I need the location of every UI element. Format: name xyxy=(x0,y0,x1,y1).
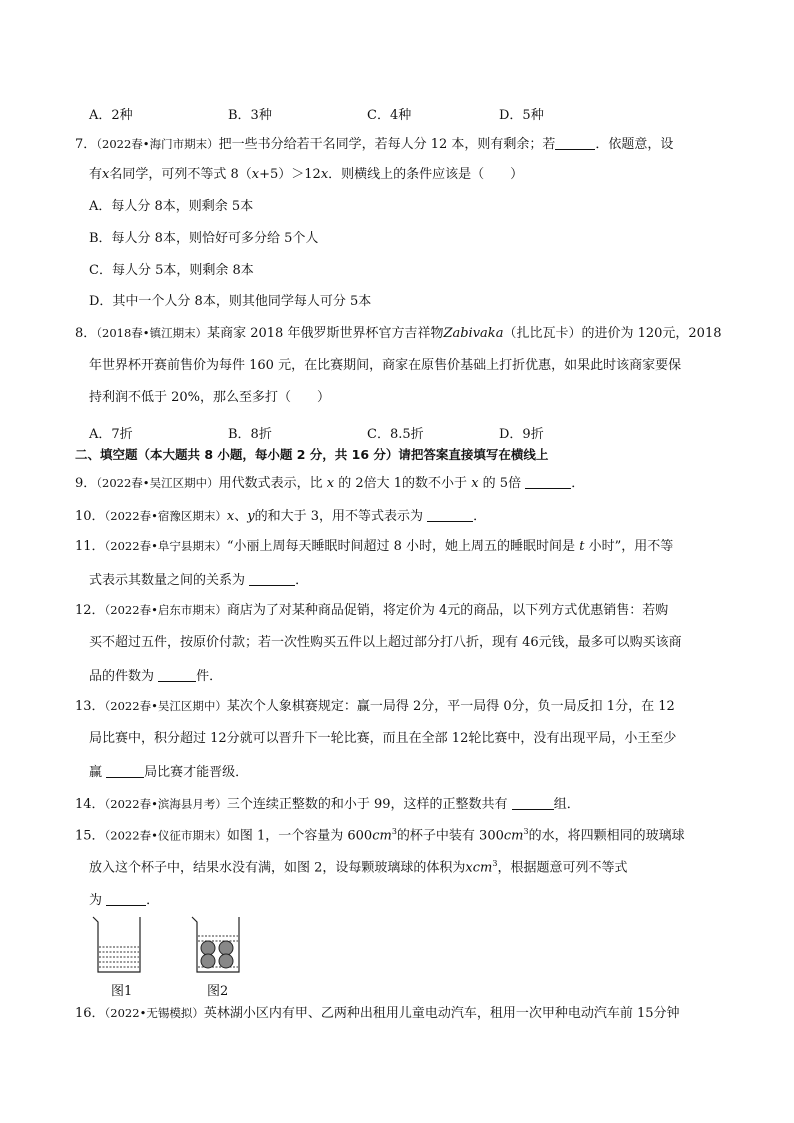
glass-ball xyxy=(201,954,215,968)
q6-option-c: C．4种 xyxy=(367,108,412,123)
q7-text: 名同学，可列不等式 8（ xyxy=(109,167,252,182)
q9-number: 9． xyxy=(75,476,97,491)
section-heading: 二、填空题（本大题共 8 小题，每小题 2 分，共 16 分）请把答案直接填写在横线上 xyxy=(75,447,549,462)
q7-answer-blank[interactable] xyxy=(555,136,595,150)
q13-text: 局比赛才能晋级． xyxy=(144,765,249,780)
q15-text: 的杯子中装有 300 xyxy=(396,828,504,844)
q15-line2 xyxy=(89,860,627,874)
q14-source: （2022春•滨海县月考） xyxy=(104,797,227,811)
q12-text: 件． xyxy=(196,669,223,684)
q10-sep: 、 xyxy=(234,509,248,524)
q12-line3 xyxy=(89,668,222,683)
q14-line xyxy=(75,796,580,811)
q6-option-a: A．2种 xyxy=(89,108,133,123)
glass-balls xyxy=(201,941,233,968)
var-x: x xyxy=(471,476,479,491)
glass-ball xyxy=(219,941,233,955)
q11-text: 式表示其数量之间的关系为 xyxy=(89,573,246,588)
q14-text: 三个连续正整数的和小于 99，这样的正整数共有 xyxy=(226,797,508,812)
q8-options xyxy=(89,423,544,442)
q7-line2 xyxy=(89,168,523,181)
q13-line1 xyxy=(75,700,675,713)
q11-end: ． xyxy=(295,573,309,588)
q12-text: 品的件数为 xyxy=(89,669,155,684)
q6-options xyxy=(89,104,544,123)
q7-number: 7． xyxy=(75,137,97,152)
q15-text: 如图 1，一个容量为 600 xyxy=(226,828,373,844)
water-lines xyxy=(99,947,139,967)
q9-line xyxy=(75,475,584,490)
beaker-outline xyxy=(93,917,140,972)
q10-number: 10． xyxy=(75,509,105,524)
q15-number: 15． xyxy=(75,828,105,844)
q12-number: 12． xyxy=(75,603,105,618)
q13-source: （2022春•吴江区期中） xyxy=(104,699,227,713)
q7-option-c: C．每人分 5本，则剩余 8本 xyxy=(89,263,254,278)
var-xcm: xcm xyxy=(465,860,493,876)
q10-source: （2022春•宿豫区期末） xyxy=(104,509,227,523)
q8-text: 某商家 2018 年俄罗斯世界杯官方吉祥物 xyxy=(207,326,444,341)
q15-text: 放入这个杯子中，结果水没有满，如图 2，设每颗玻璃球的体积为 xyxy=(89,860,466,876)
q14-answer-blank[interactable] xyxy=(512,796,554,810)
q15-line1 xyxy=(75,828,685,842)
q15-text: ，根据题意可列不等式 xyxy=(497,860,628,876)
figure-2-caption: 图2 xyxy=(207,984,229,999)
q15-source: （2022春•仪征市期末） xyxy=(104,828,227,843)
q8-line1 xyxy=(75,327,721,340)
superscript: 3 xyxy=(391,827,397,836)
q12-answer-blank[interactable] xyxy=(158,668,196,682)
superscript: 3 xyxy=(492,859,498,868)
q11-text: 小时”，用不等 xyxy=(588,539,674,554)
q12-line2: 买不超过五件，按原价付款；若一次性购买五件以上超过部分打八折，现有 46元钱，最多可以购买该商 xyxy=(89,635,682,650)
glass-ball xyxy=(219,954,233,968)
q7-text-end: ．依题意，设 xyxy=(595,137,674,152)
q11-source: （2022春•阜宁县期末） xyxy=(104,539,227,553)
q10-end: ． xyxy=(473,509,487,524)
q9-text: 用代数式表示，比 xyxy=(218,476,323,491)
q13-text: 某次个人象棋赛规定：赢一局得 2分，平一局得 0分，负一局反扣 1分，在 12 xyxy=(226,699,675,714)
figure-2-beaker xyxy=(189,914,247,976)
q7-text: ．则横线上的条件应该是（ ） xyxy=(328,167,524,182)
q12-line1 xyxy=(75,604,668,617)
q8-source: （2018春•镇江期末） xyxy=(96,326,208,340)
q8-option-c: C．8.5折 xyxy=(367,427,424,442)
q11-number: 11． xyxy=(75,539,105,554)
q7-option-a: A．每人分 8本，则剩余 5本 xyxy=(89,199,254,214)
q16-text: 英林湖小区内有甲、乙两种出租用儿童电动汽车，租用一次甲种电动汽车前 15分钟 xyxy=(203,1006,680,1021)
q6-option-b: B．3种 xyxy=(228,108,272,123)
q13-line3 xyxy=(89,764,248,779)
glass-ball xyxy=(201,941,215,955)
var-x: x xyxy=(251,167,260,182)
q13-number: 13． xyxy=(75,699,105,714)
var-t: t xyxy=(579,539,585,554)
q8-line2: 年世界杯开赛前售价为每件 160 元，在比赛期间，商家在原售价基础上打折优惠，如果此时该商家要保 xyxy=(89,358,682,373)
q10-line xyxy=(75,508,486,523)
q15-text: 的水，将四颗相同的玻璃球 xyxy=(528,828,685,844)
q15-answer-blank[interactable] xyxy=(106,892,146,906)
q7-line1 xyxy=(75,136,673,151)
q12-text: 商店为了对某种商品促销，将定价为 4元的商品，以下列方式优惠销售：若购 xyxy=(226,603,669,618)
q8-line3: 持利润不低于 20%，那么至多打（ ） xyxy=(89,390,331,405)
q16-line xyxy=(75,1007,680,1020)
q10-answer-blank[interactable] xyxy=(427,508,473,522)
q10-text: 的和大于 3，用不等式表示为 xyxy=(254,509,423,524)
q15-line3 xyxy=(89,892,159,907)
q16-number: 16． xyxy=(75,1006,105,1021)
var-x: x xyxy=(326,476,335,491)
superscript: 3 xyxy=(523,827,529,836)
unit-cm: cm xyxy=(503,828,524,844)
q8-mascot-name: Zabivaka xyxy=(443,326,504,341)
q15-end: ． xyxy=(146,893,160,908)
q11-answer-blank[interactable] xyxy=(249,572,295,586)
q7-option-b: B．每人分 8本，则恰好可多分给 5个人 xyxy=(89,231,319,246)
q8-option-d: D．9折 xyxy=(499,427,544,442)
q7-text: +5）＞12 xyxy=(259,167,321,182)
q7-text: 有 xyxy=(89,167,103,182)
var-y: y xyxy=(247,509,255,524)
q7-source: （2022春•海门市期末） xyxy=(96,137,219,151)
q11-line1 xyxy=(75,540,673,553)
q8-text: （扎比瓦卡）的进价为 120元，2018 xyxy=(503,326,722,341)
figure-1-beaker xyxy=(90,914,148,976)
var-x: x xyxy=(320,167,329,182)
q16-source: （2022•无锡模拟） xyxy=(104,1006,204,1020)
q9-source: （2022春•吴江区期中） xyxy=(96,476,219,490)
q8-option-a: A．7折 xyxy=(89,427,133,442)
q13-answer-blank[interactable] xyxy=(106,764,144,778)
q9-end: ． xyxy=(571,476,585,491)
q9-answer-blank[interactable] xyxy=(525,475,571,489)
q6-option-d: D．5种 xyxy=(499,108,544,123)
q7-option-d: D．其中一个人分 8本，则其他同学每人可分 5本 xyxy=(89,294,372,309)
q12-source: （2022春•启东市期末） xyxy=(104,603,227,617)
q14-end: 组． xyxy=(553,797,580,812)
q7-text: 把一些书分给若干名同学，若每人分 12 本，则有剩余；若 xyxy=(218,137,556,152)
q15-text: 为 xyxy=(89,893,103,908)
var-x: x xyxy=(102,167,110,182)
figure-1-caption: 图1 xyxy=(111,984,133,999)
q11-text: “小丽上周每天睡眠时间超过 8 小时，她上周五的睡眠时间是 xyxy=(226,539,576,554)
q9-text: 的 2倍大 1的数不小于 xyxy=(338,476,468,491)
unit-cm: cm xyxy=(372,828,392,844)
q14-number: 14． xyxy=(75,797,105,812)
q13-text: 赢 xyxy=(89,765,103,780)
q8-option-b: B．8折 xyxy=(228,427,272,442)
q13-line2: 局比赛中，积分超过 12分就可以晋升下一轮比赛，而且在全部 12轮比赛中，没有出现平局，小王至少 xyxy=(89,731,677,746)
q9-text: 的 5倍 xyxy=(482,476,522,491)
q8-number: 8． xyxy=(75,326,97,341)
var-x: x xyxy=(226,509,235,524)
q11-line2 xyxy=(89,572,308,587)
